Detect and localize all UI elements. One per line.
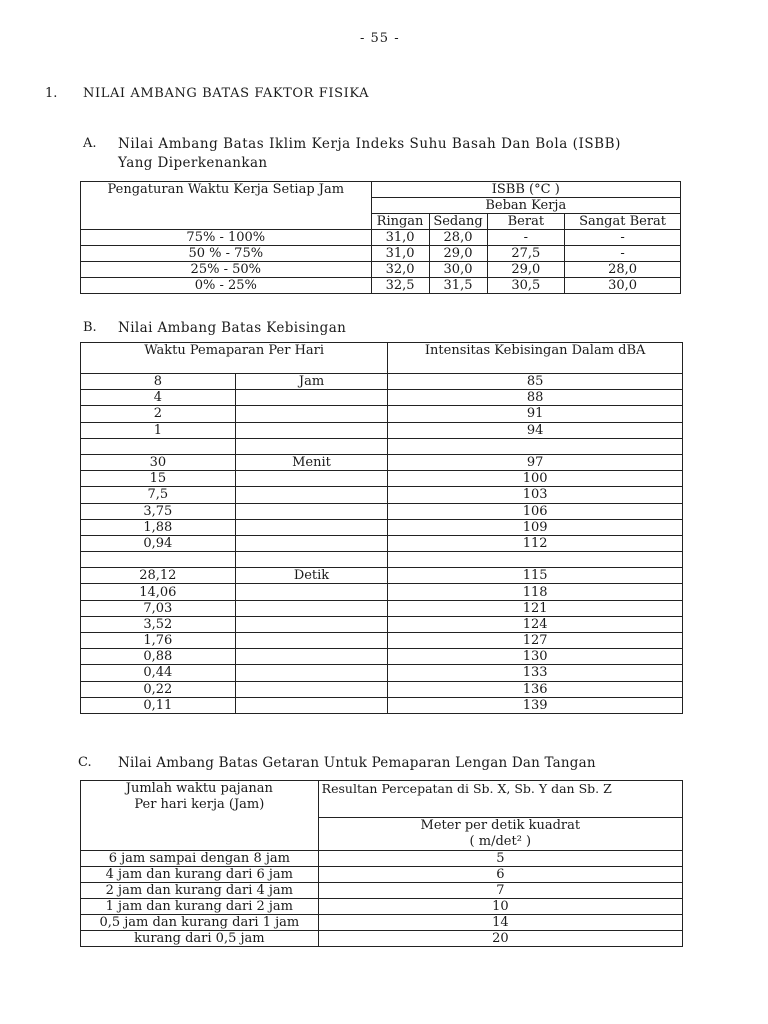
unit-cell-empty bbox=[235, 649, 388, 665]
intensity-cell: 139 bbox=[388, 697, 683, 713]
table-row bbox=[81, 697, 683, 713]
intensity-cell: 121 bbox=[388, 600, 683, 616]
value-cell: 30,0 bbox=[565, 278, 681, 294]
unit-line2: ( m/det² ) bbox=[469, 834, 532, 849]
unit-cell-empty bbox=[235, 616, 388, 632]
col-load-header: Beban Kerja bbox=[371, 198, 680, 214]
unit-cell-empty bbox=[235, 633, 388, 649]
table-row bbox=[81, 246, 681, 262]
duration-cell: 15 bbox=[81, 471, 236, 487]
accel-cell: 20 bbox=[318, 931, 682, 947]
duration-cell: 0,22 bbox=[81, 681, 236, 697]
intensity-cell: 112 bbox=[388, 535, 683, 551]
table-row bbox=[81, 406, 683, 422]
table-row bbox=[81, 899, 683, 915]
schedule-cell: 75% - 100% bbox=[81, 230, 372, 246]
duration-cell: 14,06 bbox=[81, 584, 236, 600]
accel-cell: 7 bbox=[318, 883, 682, 899]
table-row bbox=[81, 600, 683, 616]
table-row bbox=[81, 633, 683, 649]
intensity-cell: 109 bbox=[388, 519, 683, 535]
unit-cell-empty bbox=[235, 584, 388, 600]
table-row bbox=[81, 931, 683, 947]
load-ringan: Ringan bbox=[371, 214, 429, 230]
unit-cell-empty bbox=[235, 422, 388, 438]
part-b-letter: B. bbox=[83, 320, 97, 335]
intensity-cell: 103 bbox=[388, 487, 683, 503]
unit-header bbox=[318, 818, 682, 851]
unit-cell-empty bbox=[235, 503, 388, 519]
intensity-cell: 136 bbox=[388, 681, 683, 697]
table-row bbox=[81, 584, 683, 600]
unit-cell-empty bbox=[235, 665, 388, 681]
duration-cell: 0,11 bbox=[81, 697, 236, 713]
intensity-cell: 127 bbox=[388, 633, 683, 649]
duration-cell: 4 bbox=[81, 390, 236, 406]
unit-cell-empty bbox=[235, 519, 388, 535]
duration-cell: 8 bbox=[81, 374, 236, 390]
exposure-cell: 4 jam dan kurang dari 6 jam bbox=[81, 867, 319, 883]
exposure-cell: 6 jam sampai dengan 8 jam bbox=[81, 851, 319, 867]
intensity-cell: 124 bbox=[388, 616, 683, 632]
col-accel-header: Resultan Percepatan di Sb. X, Sb. Y dan Sb. Z bbox=[318, 781, 682, 818]
table-row bbox=[81, 535, 683, 551]
unit-cell-empty bbox=[235, 487, 388, 503]
table-row bbox=[81, 851, 683, 867]
table-row bbox=[81, 374, 683, 390]
value-cell: 31,5 bbox=[429, 278, 487, 294]
unit-cell: Jam bbox=[235, 374, 388, 390]
table-row bbox=[81, 422, 683, 438]
duration-cell: 28,12 bbox=[81, 568, 236, 584]
unit-cell: Detik bbox=[235, 568, 388, 584]
unit-line1: Meter per detik kuadrat bbox=[420, 818, 581, 833]
col-intensity-header: Intensitas Kebisingan Dalam dBA bbox=[388, 343, 683, 374]
load-sangat-berat: Sangat Berat bbox=[565, 214, 681, 230]
exposure-cell: 2 jam dan kurang dari 4 jam bbox=[81, 883, 319, 899]
intensity-cell: 118 bbox=[388, 584, 683, 600]
duration-cell: 1,76 bbox=[81, 633, 236, 649]
section-number: 1. bbox=[45, 86, 58, 101]
duration-cell: 0,44 bbox=[81, 665, 236, 681]
schedule-cell: 25% - 50% bbox=[81, 262, 372, 278]
table-row bbox=[81, 487, 683, 503]
value-cell: 27,5 bbox=[487, 246, 565, 262]
value-cell: 31,0 bbox=[371, 246, 429, 262]
value-cell: 31,0 bbox=[371, 230, 429, 246]
unit-cell-empty bbox=[235, 600, 388, 616]
table-row bbox=[81, 278, 681, 294]
noise-table bbox=[80, 342, 683, 714]
table-row bbox=[81, 503, 683, 519]
spacer-cell bbox=[81, 438, 236, 454]
spacer-cell bbox=[81, 552, 236, 568]
load-sedang: Sedang bbox=[429, 214, 487, 230]
part-a-title-line1: Nilai Ambang Batas Iklim Kerja Indeks Suhu Basah Dan Bola (ISBB) bbox=[118, 136, 621, 152]
duration-cell: 1,88 bbox=[81, 519, 236, 535]
table-row bbox=[81, 471, 683, 487]
col-time-header: Waktu Pemaparan Per Hari bbox=[81, 343, 388, 374]
vibration-table bbox=[80, 780, 683, 947]
page-number: - 55 - bbox=[360, 31, 400, 46]
unit-cell-empty bbox=[235, 535, 388, 551]
value-cell: 29,0 bbox=[429, 246, 487, 262]
duration-cell: 3,75 bbox=[81, 503, 236, 519]
schedule-cell: 50 % - 75% bbox=[81, 246, 372, 262]
exposure-cell: kurang dari 0,5 jam bbox=[81, 931, 319, 947]
load-berat: Berat bbox=[487, 214, 565, 230]
part-a-letter: A. bbox=[83, 136, 97, 151]
exposure-cell: 0,5 jam dan kurang dari 1 jam bbox=[81, 915, 319, 931]
value-cell: - bbox=[487, 230, 565, 246]
intensity-cell: 133 bbox=[388, 665, 683, 681]
table-row bbox=[81, 454, 683, 470]
intensity-cell: 130 bbox=[388, 649, 683, 665]
intensity-cell: 94 bbox=[388, 422, 683, 438]
intensity-cell: 85 bbox=[388, 374, 683, 390]
intensity-cell: 91 bbox=[388, 406, 683, 422]
unit-cell-empty bbox=[235, 471, 388, 487]
table-row bbox=[81, 262, 681, 278]
unit-cell-empty bbox=[235, 390, 388, 406]
accel-cell: 10 bbox=[318, 899, 682, 915]
spacer-row bbox=[81, 438, 683, 454]
table-row bbox=[81, 519, 683, 535]
accel-cell: 14 bbox=[318, 915, 682, 931]
accel-cell: 6 bbox=[318, 867, 682, 883]
table-row bbox=[81, 883, 683, 899]
value-cell: - bbox=[565, 246, 681, 262]
exposure-cell: 1 jam dan kurang dari 2 jam bbox=[81, 899, 319, 915]
value-cell: - bbox=[565, 230, 681, 246]
table-row bbox=[81, 568, 683, 584]
spacer-cell bbox=[388, 552, 683, 568]
col-isbb-header: ISBB (°C ) bbox=[371, 182, 680, 198]
accel-cell: 5 bbox=[318, 851, 682, 867]
spacer-row bbox=[81, 552, 683, 568]
table-row bbox=[81, 616, 683, 632]
part-c-letter: C. bbox=[78, 755, 92, 770]
duration-cell: 0,94 bbox=[81, 535, 236, 551]
duration-cell: 0,88 bbox=[81, 649, 236, 665]
value-cell: 32,5 bbox=[371, 278, 429, 294]
intensity-cell: 100 bbox=[388, 471, 683, 487]
duration-cell: 3,52 bbox=[81, 616, 236, 632]
spacer-cell bbox=[235, 552, 388, 568]
duration-cell: 2 bbox=[81, 406, 236, 422]
value-cell: 28,0 bbox=[429, 230, 487, 246]
col-exposure-line1: Jumlah waktu pajanan bbox=[125, 781, 273, 796]
duration-cell: 7,03 bbox=[81, 600, 236, 616]
duration-cell: 30 bbox=[81, 454, 236, 470]
col-schedule-header: Pengaturan Waktu Kerja Setiap Jam bbox=[81, 182, 372, 230]
unit-cell-empty bbox=[235, 406, 388, 422]
table-row bbox=[81, 390, 683, 406]
table-row bbox=[81, 665, 683, 681]
value-cell: 30,5 bbox=[487, 278, 565, 294]
value-cell: 32,0 bbox=[371, 262, 429, 278]
table-row bbox=[81, 867, 683, 883]
table-row bbox=[81, 230, 681, 246]
col-exposure-header bbox=[81, 781, 319, 851]
schedule-cell: 0% - 25% bbox=[81, 278, 372, 294]
intensity-cell: 97 bbox=[388, 454, 683, 470]
unit-cell-empty bbox=[235, 697, 388, 713]
table-row bbox=[81, 649, 683, 665]
value-cell: 30,0 bbox=[429, 262, 487, 278]
spacer-cell bbox=[235, 438, 388, 454]
table-row bbox=[81, 681, 683, 697]
intensity-cell: 88 bbox=[388, 390, 683, 406]
part-a-title-line2: Yang Diperkenankan bbox=[118, 155, 268, 171]
value-cell: 28,0 bbox=[565, 262, 681, 278]
duration-cell: 7,5 bbox=[81, 487, 236, 503]
intensity-cell: 115 bbox=[388, 568, 683, 584]
unit-cell-empty bbox=[235, 681, 388, 697]
section-title: NILAI AMBANG BATAS FAKTOR FISIKA bbox=[83, 86, 370, 101]
value-cell: 29,0 bbox=[487, 262, 565, 278]
table-row bbox=[81, 915, 683, 931]
intensity-cell: 106 bbox=[388, 503, 683, 519]
col-exposure-line2: Per hari kerja (Jam) bbox=[134, 797, 265, 812]
part-b-title: Nilai Ambang Batas Kebisingan bbox=[118, 320, 347, 336]
part-c-title: Nilai Ambang Batas Getaran Untuk Pemaparan Lengan Dan Tangan bbox=[118, 755, 596, 771]
duration-cell: 1 bbox=[81, 422, 236, 438]
unit-cell: Menit bbox=[235, 454, 388, 470]
isbb-table bbox=[80, 181, 681, 294]
spacer-cell bbox=[388, 438, 683, 454]
